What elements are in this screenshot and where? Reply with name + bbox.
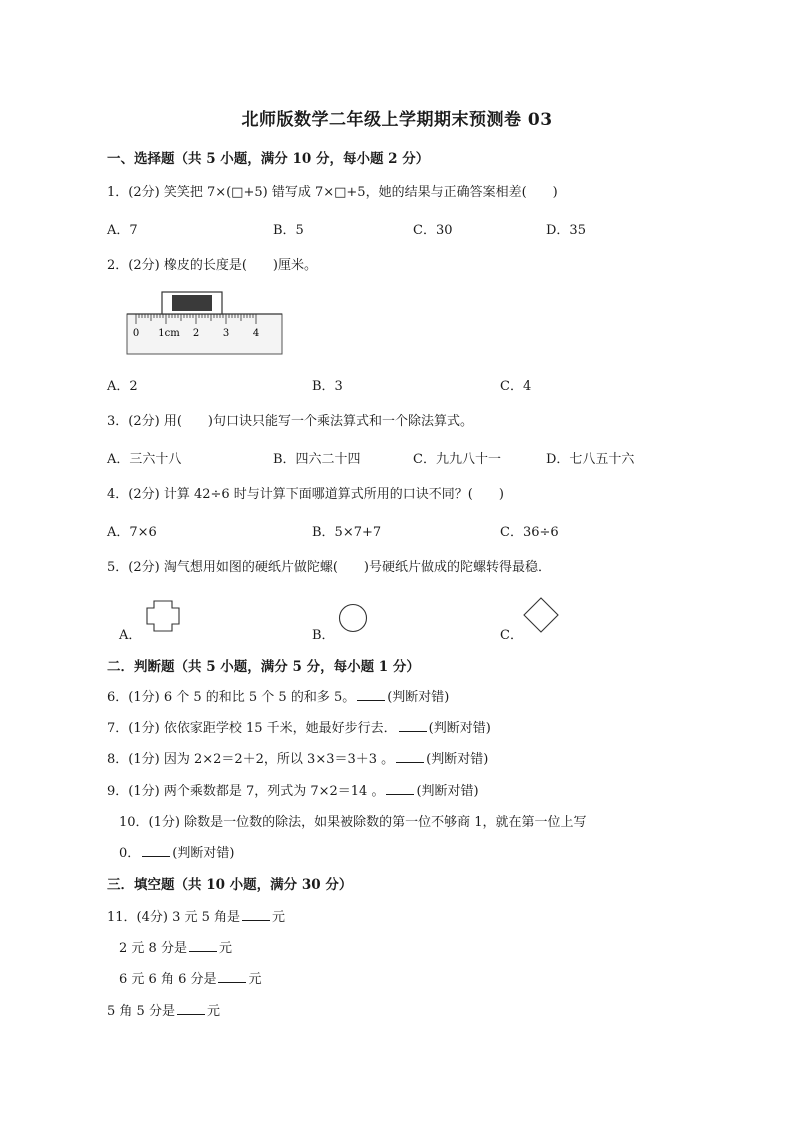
question-5-option-b: B． xyxy=(312,628,335,643)
answer-blank[interactable] xyxy=(386,784,414,795)
question-3-option-b: B．四六二十四 xyxy=(273,452,361,467)
question-9 xyxy=(107,780,479,799)
section-heading-judgement: 二．判断题（共 5 小题，满分 5 分，每小题 1 分） xyxy=(107,659,420,675)
question-8-text: 8．(1分) 因为 2×2＝2＋2，所以 3×3＝3＋3 。 xyxy=(107,752,395,767)
question-1-option-c: C．30 xyxy=(413,223,453,238)
question-4-option-c: C．36÷6 xyxy=(500,525,559,540)
question-7 xyxy=(107,717,491,736)
question-11-text: 11．(4分) 3 元 5 角是 xyxy=(107,910,241,925)
question-9-suffix: (判断对错) xyxy=(416,784,479,799)
question-2-option-c: C．4 xyxy=(500,379,532,394)
question-5-option-c: C． xyxy=(500,628,523,643)
question-4-stem: 4．(2分) 计算 42÷6 时与计算下面哪道算式所用的口诀不同？( ) xyxy=(107,487,504,502)
question-3-stem: 3．(2分) 用( )句口诀只能写一个乘法算式和一个除法算式。 xyxy=(107,414,473,429)
eraser xyxy=(172,295,212,311)
unit-yuan: 元 xyxy=(206,1004,220,1019)
question-11-line1 xyxy=(107,906,285,925)
ruler-label-3: 3 xyxy=(222,328,230,339)
question-10-text: 0． xyxy=(119,846,141,861)
answer-blank[interactable] xyxy=(399,721,427,732)
question-1-option-d: D．35 xyxy=(546,223,586,238)
question-10-line2 xyxy=(119,842,234,861)
question-5-stem: 5．(2分) 淘气想用如图的硬纸片做陀螺( )号硬纸片做成的陀螺转得最稳． xyxy=(107,560,551,575)
question-3-option-d: D．七八五十六 xyxy=(546,452,635,467)
answer-blank[interactable] xyxy=(218,972,246,983)
question-5-option-a: A． xyxy=(119,628,142,643)
section-heading-choice: 一、选择题（共 5 小题，满分 10 分，每小题 2 分） xyxy=(107,151,430,167)
question-8-suffix: (判断对错) xyxy=(426,752,489,767)
unit-yuan: 元 xyxy=(248,972,262,987)
question-1-stem: 1．(2分) 笑笑把 7×(□+5) 错写成 7×□+5，她的结果与正确答案相差( ) xyxy=(107,185,558,200)
ruler-label-0: 0 xyxy=(132,328,140,339)
question-3-option-a: A．三六十八 xyxy=(107,452,182,467)
question-9-text: 9．(1分) 两个乘数都是 7，列式为 7×2＝14 。 xyxy=(107,784,385,799)
question-2-option-a: A．2 xyxy=(107,379,138,394)
question-6-text: 6．(1分) 6 个 5 的和比 5 个 5 的和多 5。 xyxy=(107,690,356,705)
question-2-option-b: B．3 xyxy=(312,379,343,394)
answer-blank[interactable] xyxy=(396,752,424,763)
question-11-text: 5 角 5 分是 xyxy=(107,1004,175,1019)
page-title: 北师版数学二年级上学期期末预测卷 03 xyxy=(241,110,553,130)
unit-yuan: 元 xyxy=(272,910,286,925)
answer-blank[interactable] xyxy=(142,846,170,857)
ruler-figure xyxy=(124,286,286,358)
question-7-suffix: (判断对错) xyxy=(428,721,491,736)
diamond-shape-card xyxy=(522,596,560,634)
question-3-option-c: C．九九八十一 xyxy=(413,452,501,467)
answer-blank[interactable] xyxy=(177,1004,205,1015)
question-6-suffix: (判断对错) xyxy=(387,690,450,705)
circle-shape-card xyxy=(336,601,370,635)
question-11-text: 6 元 6 角 6 分是 xyxy=(119,972,217,987)
question-10-suffix: (判断对错) xyxy=(172,846,235,861)
answer-blank[interactable] xyxy=(242,910,270,921)
question-2-stem: 2．(2分) 橡皮的长度是( )厘米。 xyxy=(107,258,317,273)
ruler-label-2: 2 xyxy=(192,328,200,339)
question-1-option-a: A．7 xyxy=(107,223,138,238)
question-4-option-a: A．7×6 xyxy=(107,525,157,540)
question-4-option-b: B．5×7+7 xyxy=(312,525,382,540)
question-1-option-b: B．5 xyxy=(273,223,304,238)
question-8 xyxy=(107,748,488,767)
section-heading-fill-in: 三．填空题（共 10 小题，满分 30 分） xyxy=(107,877,353,893)
answer-blank[interactable] xyxy=(189,941,217,952)
unit-yuan: 元 xyxy=(218,941,232,956)
ruler-label-4: 4 xyxy=(252,328,260,339)
cross-shape-card xyxy=(144,598,182,634)
ruler-label-1cm: 1cm xyxy=(158,328,180,339)
question-11-line4 xyxy=(107,1000,220,1019)
question-10-line1: 10．(1分) 除数是一位数的除法，如果被除数的第一位不够商 1，就在第一位上写 xyxy=(119,815,587,830)
question-11-line3 xyxy=(119,968,262,987)
question-11-line2 xyxy=(119,937,232,956)
question-11-text: 2 元 8 分是 xyxy=(119,941,187,956)
question-6 xyxy=(107,686,449,705)
answer-blank[interactable] xyxy=(357,690,385,701)
question-7-text: 7．(1分) 依依家距学校 15 千米，她最好步行去． xyxy=(107,721,397,736)
